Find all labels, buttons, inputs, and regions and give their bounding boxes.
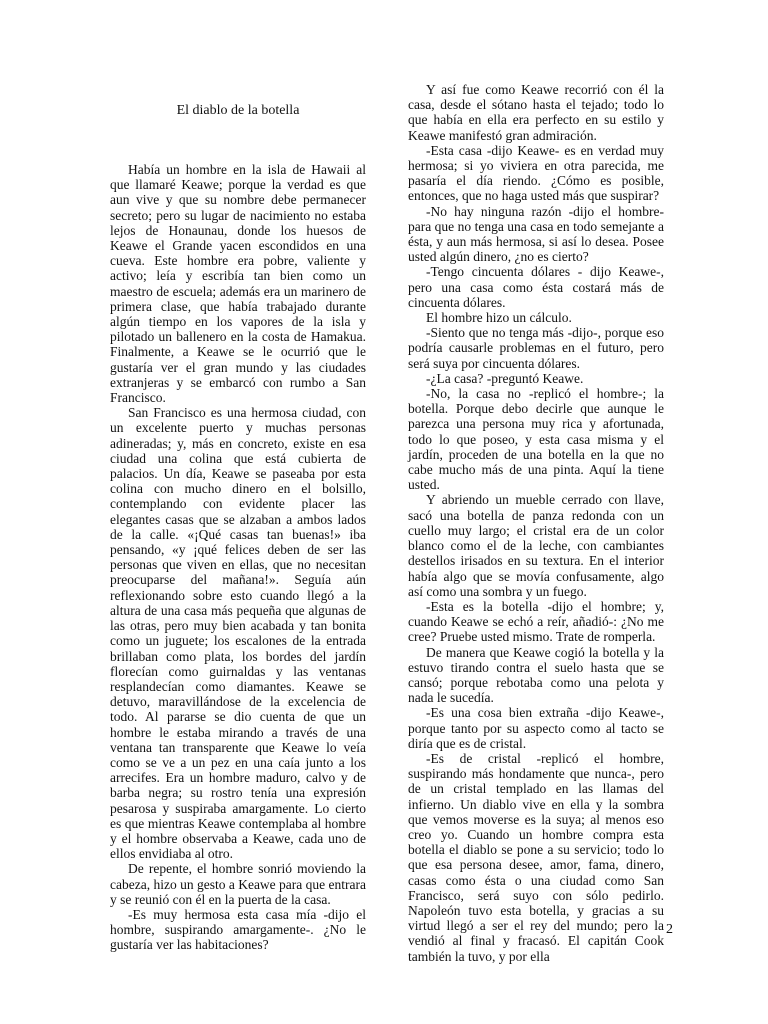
paragraph: -Es una cosa bien extraña -dijo Keawe-, porque tanto por su aspecto como al tacto se diría que es de cristal. [408, 705, 664, 751]
right-column [408, 82, 664, 964]
paragraph: -¿La casa? -preguntó Keawe. [426, 370, 584, 386]
left-column [110, 162, 366, 953]
page-number: 2 [666, 922, 673, 937]
paragraph: -No, la casa no -replicó el hombre-; la botella. Porque debo decirle que aunque le parezca una persona muy rica y afortunada, todo lo que poseo, y esta casa misma y el jardín, proceden de una botella en la que no cabe mucho más de una pinta. Aquí la tiene usted. [408, 386, 664, 493]
paragraph: De manera que Keawe cogió la botella y la estuvo tirando contra el suelo hasta que se cansó; porque rebotaba como una pelota y nada le sucedía. [408, 644, 664, 706]
paragraph: -No hay ninguna razón -dijo el hombre- para que no tenga una casa en todo semejante a ésta, y aun más hermosa, si así lo desea. Posee usted algún dinero, ¿no es cierto? [408, 203, 664, 265]
paragraph: -Esta es la botella -dijo el hombre; y, cuando Keawe se echó a reír, añadió-: ¿No me cree? Pruebe usted mismo. Trate de romperla. [408, 598, 664, 645]
paragraph: Y así fue como Keawe recorrió con él la casa, desde el sótano hasta el tejado; todo lo que había en ella era perfecto en su estilo y Keawe manifestó gran admiración. [408, 82, 664, 143]
paragraph: -Siento que no tenga más -dijo-, porque eso podría causarle problemas en el futuro, pero será suya por cincuenta dólares. [408, 325, 664, 371]
paragraph: Y abriendo un mueble cerrado con llave, sacó una botella de panza redonda con un cuello muy largo; el cristal era de un color blanco como el de la leche, con cambiantes destellos irisados en su textura. En el interior había algo que se movía confusamente, algo así como una sombra y un fuego. [408, 492, 664, 599]
paragraph: -Tengo cincuenta dólares - dijo Keawe-, pero una casa como ésta costará más de cincuenta dólares. [408, 264, 664, 310]
paragraph: -Esta casa -dijo Keawe- es en verdad muy hermosa; si yo viviera en otra parecida, me pasaría el día riendo. ¿Cómo es posible, entonces, que no haga usted más que suspirar? [408, 142, 664, 204]
paragraph: Había un hombre en la isla de Hawaii al que llamaré Keawe; porque la verdad es que aun vive y que su nombre debe permanecer secreto; pero su lugar de nacimiento no estaba lejos de Honaunau, donde los huesos de Keawe el Grande yacen escondidos en una cueva. Este hombre era pobre, valiente y activo; leía y escribía tan bien como un maestro de escuela; además era un marinero de primera clase, que había trabajado durante algún tiempo en los vapores de la isla y pilotado un ballenero en la costa de Hamakua. Finalmente, a Keawe se le ocurrió que le gustaría ver el gran mundo y las ciudades extranjeras y se embarcó con rumbo a San Francisco. [110, 162, 366, 406]
paragraph: El hombre hizo un cálculo. [426, 310, 572, 326]
paragraph: San Francisco es una hermosa ciudad, con un excelente puerto y muchas personas adineradas; y, más en concreto, existe en esa ciudad una colina que está cubierta de palacios. Un día, Keawe se paseaba por esta colina con mucho dinero en el bolsillo, contemplando con evidente placer las elegantes casas que se alzaban a ambos lados de la calle. «¡Qué casas tan buenas!» iba pensando, «y ¡qué felices deben de ser las personas que viven en ellas, que no necesitan preocuparse del mañana!». Seguía aún reflexionando sobre esto cuando llegó a la altura de una casa más pequeña que algunas de las otras, pero muy bien acabada y tan bonita como un juguete; los escalones de la entrada brillaban como plata, los bordes del jardín florecían como guirnaldas y las ventanas resplandecían como diamantes. Keawe se detuvo, maravillándose de la excelencia de todo. Al pararse se dio cuenta de que un hombre le estaba mirando a través de una ventana tan transparente que Keawe lo veía como se ve a un pez en una caía junto a los arrecifes. Era un hombre maduro, calvo y de barba negra; su rostro tenía una expresión pesarosa y suspiraba amargamente. Lo cierto es que mientras Keawe contemplaba al hombre y el hombre observaba a Keawe, cada uno de ellos envidiaba al otro. [110, 405, 366, 862]
paragraph: -Es muy hermosa esta casa mía -dijo el hombre, suspirando amargamente-. ¿No le gustaría ver las habitaciones? [110, 906, 366, 953]
paragraph: De repente, el hombre sonrió moviendo la cabeza, hizo un gesto a Keawe para que entrara y se reunió con él en la puerta de la casa. [110, 861, 366, 907]
paragraph: -Es de cristal -replicó el hombre, suspirando más hondamente que nunca-, pero de un cristal templado en las llamas del infierno. Un diablo vive en ella y la sombra que vemos moverse es la suya; al menos eso creo yo. Cuando un hombre compra esta botella el diablo se pone a su servicio; todo lo que esa persona desee, amor, fama, dinero, casas como ésta o una ciudad como San Francisco, será suyo con sólo pedirlo. Napoleón tuvo esta botella, y gracias a su virtud llegó a ser el rey del mundo; pero la vendió al final y fracasó. El capitán Cook también la tuvo, y por ella [408, 750, 664, 964]
page-title: El diablo de la botella [176, 103, 300, 118]
